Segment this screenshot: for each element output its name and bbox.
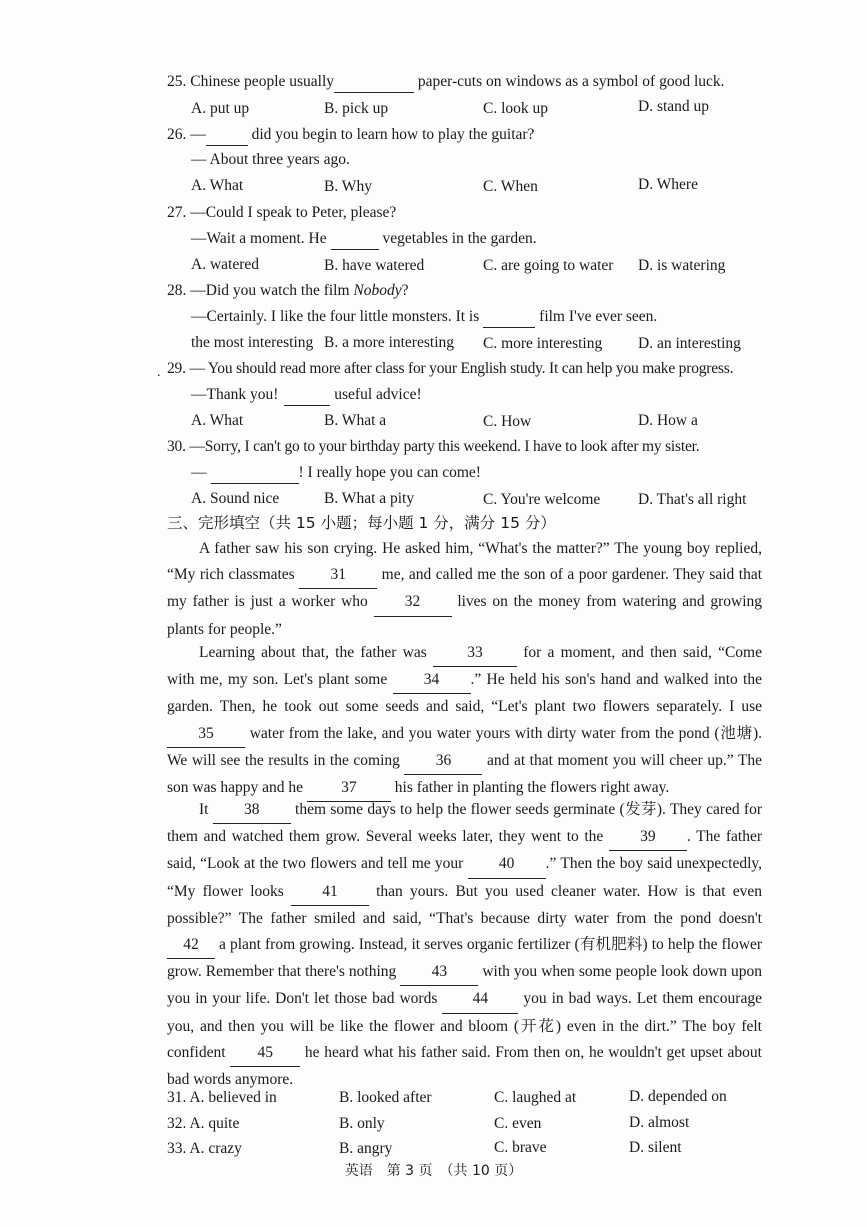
passage-text: .” He held his son's hand and walked into the garden. Then, he took out some seeds and said, “Let's plant two flowers separately. I use	[167, 671, 762, 716]
answer-text: —Wait a moment. He	[191, 230, 327, 247]
stray-mark: .	[157, 365, 161, 380]
question-30: 30. —Sorry, I can't go to your birthday party this weekend. I have to look after my sister.	[167, 438, 700, 455]
passage-text: for a moment, and then said, “Come with me, my son. Let's plant some	[167, 644, 762, 689]
section-title: 三、完形填空（共 15 小题；每小题 1 分，满分 15 分）	[167, 514, 556, 532]
cloze-blank-37: 37	[307, 775, 391, 802]
page-footer: 英语 第 3 页 （共 10 页）	[344, 1163, 523, 1179]
option-b: B. Why	[324, 178, 372, 195]
cloze-blank-36: 36	[404, 748, 482, 775]
option-c: C. even	[494, 1115, 542, 1132]
answer-text: — About three years ago.	[191, 151, 350, 168]
answer-text: film I've ever seen.	[535, 308, 658, 325]
cloze-blank-38: 38	[213, 797, 291, 824]
answer-blank	[483, 307, 535, 328]
answer-blank	[206, 125, 248, 146]
option-c: C. laughed at	[494, 1089, 577, 1106]
answer-blank	[211, 463, 299, 484]
question-25	[167, 72, 725, 93]
passage-paragraph-2	[167, 640, 762, 802]
option-b: B. What a	[324, 412, 387, 429]
answer-text: ! I really hope you can come!	[298, 464, 481, 481]
passage-text: he heard what his father said. From then on, he wouldn't get upset about bad words anymore.	[167, 1043, 762, 1089]
passage-text: and at that moment you will cheer up.” The son was happy and he	[167, 751, 763, 797]
passage-text: than yours. But you used cleaner water. How is that even possible?” The father smiled and said, “That's because dirty water from the pond doesn't	[167, 882, 762, 927]
option-a: A. watered	[191, 256, 259, 273]
passage-text: . The father said, “Look at the two flowers and tell me your	[167, 828, 762, 873]
answer-text: useful advice!	[330, 386, 422, 403]
cloze-blank-33: 33	[433, 640, 517, 667]
passage-text: water from the lake, and you water yours with dirty water from the pond (池塘). We will see the results in the coming	[167, 724, 762, 769]
option-d: D. That's all right	[638, 491, 747, 508]
cloze-blank-34: 34	[393, 667, 471, 694]
option-a: A. What	[191, 412, 244, 429]
cloze-blank-41: 41	[291, 879, 369, 906]
option-d: D. depended on	[629, 1088, 727, 1105]
option-a: A. believed in	[189, 1089, 277, 1106]
question-text: 25. Chinese people usually	[167, 73, 335, 90]
answer-text: vegetables in the garden.	[378, 230, 537, 247]
passage-text: his father in planting the flowers right away.	[390, 779, 670, 797]
cloze-blank-43: 43	[400, 959, 478, 986]
question-27-reply	[191, 229, 537, 250]
question-29: 29. — You should read more after class for your English study. It can help you make progress.	[167, 360, 734, 377]
passage-text: .” Then the boy said unexpectedly, “My flower looks	[167, 855, 762, 900]
passage-text: lives on the money from watering and growing plants for people.”	[167, 593, 762, 638]
option-c: C. more interesting	[483, 335, 603, 352]
question-text: 28. —Did you watch the film	[167, 282, 354, 299]
option-d: D. is watering	[638, 257, 726, 274]
passage-text: A father saw his son crying. He asked him, “What's the matter?” The young boy replied, “My rich classmates	[167, 540, 762, 584]
option-b: B. only	[339, 1115, 385, 1132]
option-d: D. Where	[638, 176, 698, 193]
cloze-blank-32: 32	[374, 589, 452, 616]
answer-32	[167, 1114, 239, 1134]
option-b: B. a more interesting	[324, 334, 454, 351]
option-a: A. quite	[189, 1115, 240, 1132]
question-text: did you begin to learn how to play the guitar?	[247, 126, 535, 143]
answer-31	[167, 1088, 277, 1108]
cloze-blank-44: 44	[442, 986, 518, 1013]
option-c: C. are going to water	[483, 257, 614, 274]
passage-text: Learning about that, the father was	[199, 644, 433, 661]
question-text: paper-cuts on windows as a symbol of good luck.	[414, 73, 725, 90]
passage-paragraph-1	[167, 536, 762, 643]
option-a: A. put up	[191, 100, 250, 117]
option-d: D. How a	[638, 412, 698, 429]
cloze-blank-42: 42	[167, 932, 215, 959]
answer-blank	[331, 229, 379, 250]
option-c: C. brave	[494, 1139, 547, 1156]
option-c: C. look up	[483, 100, 549, 117]
passage-paragraph-3	[167, 797, 762, 1093]
answer-number: 31.	[167, 1089, 187, 1106]
option-d: D. silent	[629, 1139, 682, 1156]
option-b: B. looked after	[339, 1089, 432, 1106]
option-d: D. an interesting	[638, 335, 741, 352]
option-d: D. almost	[629, 1114, 690, 1131]
passage-text: a plant from growing. Instead, it serves organic fertilizer (有机肥料) to help the flower grow. Remember that there's nothing	[167, 936, 762, 981]
answer-number: 33.	[167, 1140, 187, 1157]
option-a: A. What	[191, 177, 244, 194]
passage-text: with you when some people look down upon you in your life. Don't let those bad words	[167, 963, 762, 1008]
option-c: C. You're welcome	[483, 491, 601, 508]
passage-text: you in bad ways. Let them encourage you, and then you will be like the flower and bloom (开花) even in the dirt.” The boy felt confident	[167, 990, 762, 1061]
question-text: 26. —	[167, 126, 206, 143]
option-d: D. stand up	[638, 98, 710, 115]
question-30-reply	[191, 463, 481, 484]
option-b: B. have watered	[324, 257, 425, 274]
question-27: 27. —Could I speak to Peter, please?	[167, 204, 397, 221]
option-c: C. How	[483, 413, 532, 430]
answer-blank	[284, 385, 330, 406]
option-b: B. What a pity	[324, 490, 415, 507]
answer-text: —Certainly. I like the four little monsters. It is	[191, 308, 480, 325]
answer-text: —	[191, 464, 207, 481]
answer-number: 32.	[167, 1115, 187, 1132]
answer-text: —Thank you!	[191, 386, 279, 403]
option-c: C. When	[483, 178, 538, 195]
passage-text: them some days to help the flower seeds germinate (发芽). They cared for them and watched them grow. Several weeks later, they went to the	[167, 801, 763, 846]
answer-33	[167, 1139, 242, 1159]
cloze-blank-31: 31	[299, 562, 377, 589]
question-text: ?	[401, 282, 409, 299]
option-a: A. crazy	[189, 1140, 242, 1157]
option-b: B. pick up	[324, 100, 389, 117]
question-28-reply	[191, 307, 657, 328]
question-29-reply	[191, 385, 422, 406]
passage-text: It	[199, 801, 213, 818]
option-a: the most interesting	[191, 334, 314, 351]
option-a: A. Sound nice	[191, 490, 280, 507]
film-title: Nobody	[353, 282, 402, 299]
cloze-blank-39: 39	[609, 824, 687, 851]
cloze-blank-45: 45	[230, 1040, 300, 1067]
cloze-blank-35: 35	[167, 721, 245, 748]
passage-text: me, and called me the son of a poor gardener. They said that my father is just a worker who	[167, 566, 763, 611]
option-b: B. angry	[339, 1140, 393, 1157]
question-28	[167, 281, 409, 301]
answer-blank	[334, 72, 414, 93]
question-26	[167, 125, 534, 146]
cloze-blank-40: 40	[468, 851, 546, 878]
